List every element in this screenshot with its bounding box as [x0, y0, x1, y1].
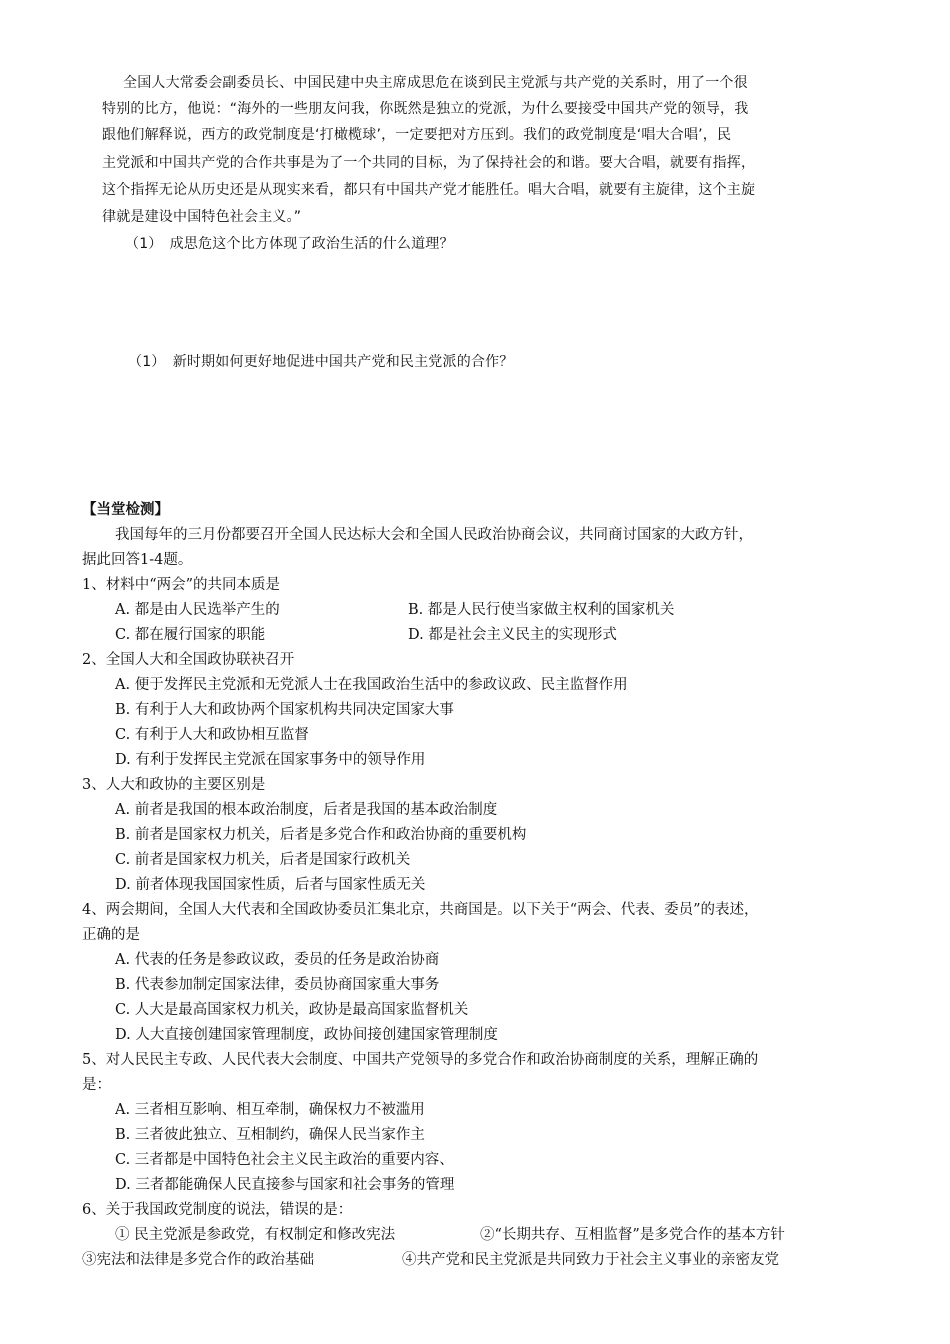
question-4-option-c: C. 人大是最高国家权力机关，政协是最高国家监督机关 — [115, 1002, 469, 1018]
question-1-option-c: C. 都在履行国家的职能 — [115, 627, 266, 643]
passage-line-4: 主党派和中国共产党的合作共事是为了一个共同的目标，为了保持社会的和谐。要大合唱，就要有指挥， — [102, 155, 756, 171]
question-2-option-a: A. 便于发挥民主党派和无党派人士在我国政治生活中的参政议政、民主监督作用 — [115, 677, 628, 693]
question-4-option-b: B. 代表参加制定国家法律，委员协商国家重大事务 — [115, 977, 440, 993]
question-2-option-b: B. 有利于人大和政协两个国家机构共同决定国家大事 — [115, 702, 454, 718]
question-3-option-d: D. 前者体现我国国家性质，后者与国家性质无关 — [115, 877, 426, 893]
question-4-stem-line-1: 4、两会期间，全国人大代表和全国政协委员汇集北京，共商国是。以下关于“两会、代表、委员”的表述， — [82, 902, 759, 918]
question-6-statement-1: ① 民主党派是参政党，有权制定和修改宪法 — [115, 1227, 396, 1243]
question-6-stem: 6、关于我国政党制度的说法，错误的是： — [82, 1202, 353, 1218]
question-4-option-a: A. 代表的任务是参政议政，委员的任务是政治协商 — [115, 952, 440, 968]
question-3-stem: 3、人大和政协的主要区别是 — [82, 777, 266, 793]
passage-line-6: 律就是建设中国特色社会主义。” — [102, 209, 302, 225]
section-intro-line-1: 我国每年的三月份都要召开全国人民达标大会和全国人民政治协商会议，共同商讨国家的大政方针， — [115, 527, 753, 543]
question-4-option-d: D. 人大直接创建国家管理制度，政协间接创建国家管理制度 — [115, 1027, 498, 1043]
question-5-option-a: A. 三者相互影响、相互牵制，确保权力不被滥用 — [115, 1102, 425, 1118]
question-5-option-d: D. 三者都能确保人民直接参与国家和社会事务的管理 — [115, 1177, 455, 1193]
question-5-option-c: C. 三者都是中国特色社会主义民主政治的重要内容、 — [115, 1152, 454, 1168]
question-5-option-b: B. 三者彼此独立、互相制约，确保人民当家作主 — [115, 1127, 425, 1143]
question-3-option-c: C. 前者是国家权力机关，后者是国家行政机关 — [115, 852, 411, 868]
question-1-option-a: A. 都是由人民选举产生的 — [115, 602, 280, 618]
section-title: 【当堂检测】 — [82, 501, 169, 518]
question-2-option-c: C. 有利于人大和政协相互监督 — [115, 727, 309, 743]
question-6-statement-3: ③宪法和法律是多党合作的政治基础 — [82, 1252, 314, 1268]
question-5-stem-line-2: 是： — [82, 1077, 111, 1093]
question-1-option-b: B. 都是人民行使当家做主权利的国家机关 — [408, 602, 675, 618]
passage-line-3: 跟他们解释说，西方的政党制度是‘打橄榄球’，一定要把对方压到。我们的政党制度是‘唱大合唱’，民 — [102, 127, 732, 143]
passage-line-1: 全国人大常委会副委员长、中国民建中央主席成思危在谈到民主党派与共产党的关系时，用了一个很 — [123, 75, 748, 91]
question-2-stem: 2、全国人大和全国政协联袂召开 — [82, 652, 295, 668]
question-3-option-b: B. 前者是国家权力机关，后者是多党合作和政治协商的重要机构 — [115, 827, 527, 843]
question-1-stem: 1、材料中“两会”的共同本质是 — [82, 577, 281, 593]
passage-question-2: （1） 新时期如何更好地促进中国共产党和民主党派的合作？ — [128, 354, 514, 370]
passage-question-1: （1） 成思危这个比方体现了政治生活的什么道理？ — [125, 236, 454, 252]
question-1-option-d: D. 都是社会主义民主的实现形式 — [408, 627, 617, 643]
question-4-stem-line-2: 正确的是 — [82, 927, 140, 943]
section-intro-line-2: 据此回答1-4题。 — [82, 552, 193, 568]
passage-line-2: 特别的比方，他说：“海外的一些朋友问我，你既然是独立的党派，为什么要接受中国共产党的领导，我 — [102, 101, 749, 117]
passage-line-5: 这个指挥无论从历史还是从现实来看，都只有中国共产党才能胜任。唱大合唱，就要有主旋律，这个主旋 — [102, 182, 756, 198]
question-2-option-d: D. 有利于发挥民主党派在国家事务中的领导作用 — [115, 752, 426, 768]
question-6-statement-4: ④共产党和民主党派是共同致力于社会主义事业的亲密友党 — [402, 1252, 779, 1268]
question-5-stem-line-1: 5、对人民民主专政、人民代表大会制度、中国共产党领导的多党合作和政治协商制度的关系，理解正确的 — [82, 1052, 759, 1068]
question-3-option-a: A. 前者是我国的根本政治制度，后者是我国的基本政治制度 — [115, 802, 498, 818]
question-6-statement-2: ②“长期共存、互相监督”是多党合作的基本方针 — [480, 1227, 785, 1243]
